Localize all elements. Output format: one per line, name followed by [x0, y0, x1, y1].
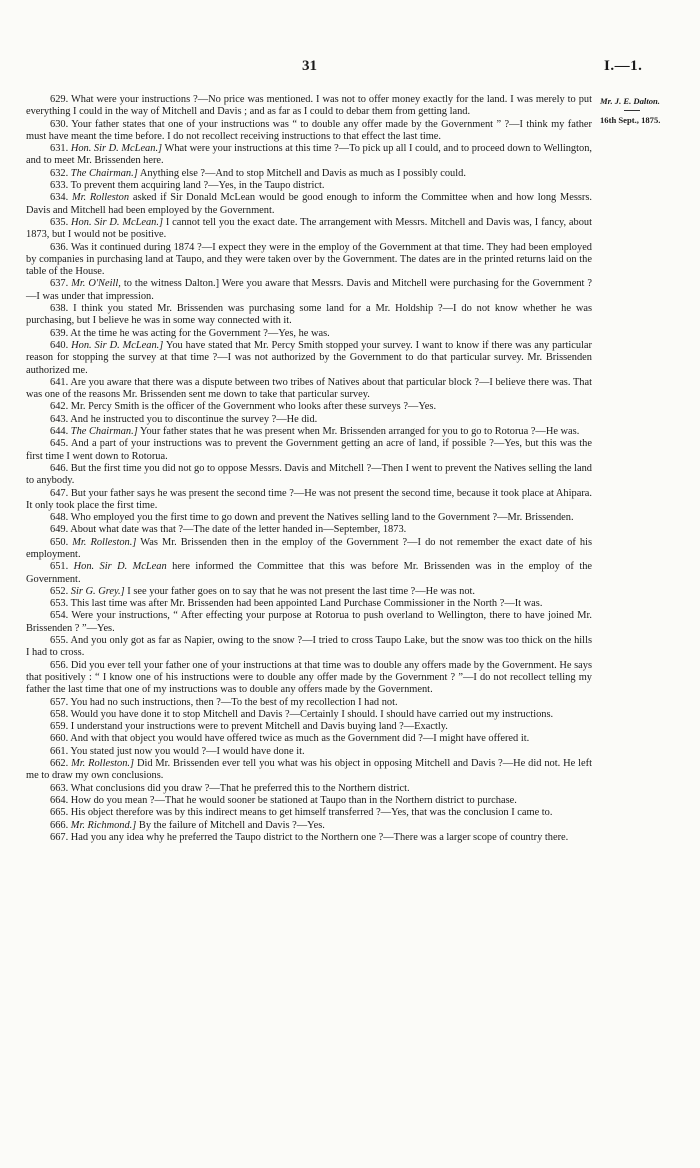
question-paragraph	[26, 192, 592, 217]
question-paragraph	[26, 832, 592, 844]
paragraph-text: This last time was after Mr. Brissenden had been appointed Land Purchase Commissioner in the North ?—It was.	[70, 598, 543, 610]
question-paragraph	[26, 119, 592, 144]
question-paragraph	[26, 328, 592, 340]
question-paragraph	[26, 820, 592, 832]
paragraph-text: And a part of your instructions was to prevent the Government getting an acre of land, if possible ?—Yes, but this was the first time I went down to Rotorua.	[26, 438, 592, 462]
question-number: 659.	[50, 721, 69, 733]
question-number: 661.	[50, 745, 69, 757]
paragraph-text: How do you mean ?—That he would sooner be stationed at Taupo than in the Northern district to purchase.	[70, 794, 517, 806]
question-paragraph	[26, 610, 592, 635]
paragraph-text: here informed the Committee that this was before Mr. Brissenden was in the employ of the Government.	[26, 561, 593, 585]
paragraph-text: Who employed you the first time to go down and prevent the Natives selling land to the Government ?—Mr. Brissenden.	[70, 512, 574, 524]
paragraph-text: Anything else ?—And to stop Mitchell and Davis as much as I possibly could.	[139, 167, 466, 179]
question-paragraph	[26, 561, 592, 586]
question-number: 655.	[50, 635, 69, 647]
speaker-name: The Chairman.]	[70, 167, 138, 179]
question-paragraph	[26, 463, 592, 488]
question-paragraph	[26, 377, 592, 402]
question-paragraph	[26, 721, 592, 733]
margin-note	[600, 95, 700, 126]
question-number: 633.	[50, 180, 69, 192]
question-number: 647.	[50, 487, 69, 499]
question-number: 639.	[50, 327, 69, 339]
question-number: 654.	[50, 610, 69, 622]
paragraph-text: I think you stated Mr. Brissenden was purchasing some land for a Mr. Holdship ?—I do not know whether he was purchasing, but I believe he was in some way connected with it.	[26, 303, 592, 327]
testimony-body	[26, 94, 592, 844]
question-paragraph	[26, 303, 592, 328]
paragraph-text: What were your instructions at this time ?—To pick up all I could, and to proceed down to Wellington, and to meet Mr. Brissenden here.	[26, 143, 592, 167]
paragraph-text: I understand your instructions were to prevent Mitchell and Davis buying land ?—Exactly.	[70, 721, 448, 733]
question-paragraph	[26, 537, 592, 562]
question-number: 634.	[50, 192, 69, 204]
question-number: 667.	[50, 831, 69, 843]
question-number: 656.	[50, 659, 69, 671]
question-paragraph	[26, 488, 592, 513]
question-number: 642.	[50, 401, 69, 413]
paragraph-text: asked if Sir Donald McLean would be good enough to inform the Committee when and how long Messrs. Davis and Mitchell had been employed by the Government.	[26, 192, 593, 216]
paragraph-text: Did Mr. Brissenden ever tell you what was his object in opposing Mitchell and Davis ?—He did not. He left me to draw my own conclusions.	[26, 758, 592, 782]
question-paragraph	[26, 180, 592, 192]
speaker-name: Hon. Sir D. McLean.]	[70, 143, 163, 155]
paragraph-text: What were your instructions ?—No price was mentioned. I was not to offer money exactly for the land. I was merely to put everything I could in the way of Mitchell and Davis ; and as far as I could to debar them from getting land.	[26, 94, 592, 118]
question-paragraph	[26, 795, 592, 807]
question-number: 652.	[50, 585, 69, 597]
paragraph-text: Was Mr. Brissenden then in the employ of the Government ?—I do not remember the exact date of his employment.	[26, 536, 592, 560]
paragraph-text: Your father states that he was present when Mr. Brissenden arranged for you to go to Rotorua ?—He was.	[140, 426, 580, 438]
question-number: 636.	[50, 241, 69, 253]
question-paragraph	[26, 512, 592, 524]
paragraph-text: And with that object you would have offered twice as much as the Government did ?—I might have offered it.	[70, 733, 530, 745]
question-number: 644.	[50, 426, 69, 438]
question-paragraph	[26, 697, 592, 709]
question-number: 646.	[50, 462, 69, 474]
paragraph-text: You stated just now you would ?—I would have done it.	[70, 745, 305, 757]
speaker-name: Hon. Sir D. McLean.]	[71, 216, 164, 228]
paragraph-text: to the witness Dalton.] Were you aware that Messrs. Davis and Mitchell were purchasing for the Government ?—I was under that impression.	[26, 278, 592, 302]
question-paragraph	[26, 758, 592, 783]
question-number: 635.	[50, 216, 69, 228]
margin-rule	[624, 110, 640, 111]
question-number: 643.	[50, 413, 69, 425]
question-number: 632.	[50, 167, 69, 179]
question-paragraph	[26, 733, 592, 745]
document-reference: I.—1.	[604, 58, 643, 74]
question-paragraph	[26, 426, 592, 438]
question-number: 658.	[50, 708, 69, 720]
question-number: 665.	[50, 807, 69, 819]
question-number: 649.	[50, 524, 69, 536]
paragraph-text: Your father states that one of your instructions was “ to double any offer made by the Government ” ?—I think my father must have meant the time before. I do not recollect receiving instructions to that effect the last time.	[26, 118, 592, 142]
paragraph-text: You have stated that Mr. Percy Smith stopped your survey. I want to know if there was any particular reason for stopping the survey at that time ?—I was not authorized by the Government to do that particular survey. Mr. Brissenden authorized me.	[26, 339, 592, 376]
question-paragraph	[26, 524, 592, 536]
page-header	[0, 58, 700, 80]
question-paragraph	[26, 807, 592, 819]
paragraph-text: Mr. Percy Smith is the officer of the Government who looks after these surveys ?—Yes.	[70, 401, 437, 413]
paragraph-text: Did you ever tell your father one of your instructions at that time was to double any offers made by the Government. He says that positively : “ I know one of his instructions were to double any offer made by the Government ? ”—I do not recollect telling my father the last time that one of my instructions was to double any offers made by the Government.	[26, 659, 593, 696]
speaker-name: Mr. Rolleston	[71, 192, 130, 204]
question-paragraph	[26, 438, 592, 463]
question-paragraph	[26, 783, 592, 795]
paragraph-text: What conclusions did you draw ?—That he preferred this to the Northern district.	[70, 782, 410, 794]
question-paragraph	[26, 709, 592, 721]
paragraph-text: To prevent them acquiring land ?—Yes, in the Taupo district.	[70, 180, 325, 192]
speaker-name: Mr. Rolleston.]	[71, 758, 135, 770]
page-number: 31	[302, 58, 317, 74]
speaker-name: Hon. Sir D. McLean	[73, 561, 167, 573]
question-number: 660.	[50, 733, 69, 745]
paragraph-text: Would you have done it to stop Mitchell and Davis ?—Certainly I should. I should have carried out my instructions.	[70, 708, 554, 720]
question-paragraph	[26, 598, 592, 610]
question-number: 651.	[50, 561, 69, 573]
paragraph-text: But your father says he was present the second time ?—He was not present the second time, because it took place at Ahipara. It only took place the first time.	[26, 487, 592, 511]
question-number: 641.	[50, 376, 69, 388]
question-number: 657.	[50, 696, 69, 708]
question-number: 648.	[50, 512, 69, 524]
question-number: 638.	[50, 303, 69, 315]
speaker-name: Sir G. Grey.]	[70, 585, 125, 597]
question-number: 662.	[50, 758, 69, 770]
speaker-name: The Chairman.]	[70, 426, 138, 438]
question-number: 664.	[50, 794, 69, 806]
paragraph-text: About what date was that ?—The date of the letter handed in—September, 1873.	[70, 524, 407, 536]
question-paragraph	[26, 242, 592, 279]
question-paragraph	[26, 278, 592, 303]
paragraph-text: Had you any idea why he preferred the Taupo district to the Northern one ?—There was a larger scope of country there.	[70, 831, 569, 843]
speaker-name: Mr. Rolleston.]	[72, 536, 137, 548]
speaker-name: Mr. Richmond.]	[70, 819, 137, 831]
paragraph-text: At the time he was acting for the Government ?—Yes, he was.	[70, 327, 330, 339]
speaker-name: Mr. O'Neill,	[71, 278, 121, 290]
paragraph-text: Are you aware that there was a dispute between two tribes of Natives about that particular block ?—I believe there was. That was one of the reasons Mr. Brissenden sent me down to take that particular survey.	[26, 376, 592, 401]
question-number: 631.	[50, 143, 69, 155]
question-paragraph	[26, 143, 592, 168]
witness-name: Mr. J. E. Dalton.	[600, 96, 660, 106]
question-paragraph	[26, 635, 592, 660]
speaker-name: Hon. Sir D. McLean.]	[71, 339, 164, 351]
question-paragraph	[26, 401, 592, 413]
question-paragraph	[26, 217, 592, 242]
question-paragraph	[26, 586, 592, 598]
paragraph-text: I see your father goes on to say that he was not present the last time ?—He was not.	[127, 585, 475, 597]
paragraph-text: But the first time you did not go to oppose Messrs. Davis and Mitchell ?—Then I went to prevent the Natives selling the land to anybody.	[26, 462, 592, 487]
paragraph-text: And you only got as far as Napier, owing to the snow ?—I tried to cross Taupo Lake, but the snow was too thick on the hills I had to cross.	[26, 635, 592, 659]
paragraph-text: You had no such instructions, then ?—To the best of my recollection I had not.	[70, 696, 398, 708]
paragraph-text: Was it continued during 1874 ?—I expect they were in the employ of the Government at that time. They had been employed by companies in purchasing land at Taupo, and they were taken over by the Government. The dates are in the printed returns laid on the table of the House.	[26, 241, 592, 278]
question-number: 650.	[50, 536, 69, 548]
testimony-date: 16th Sept., 1875.	[600, 115, 661, 125]
question-paragraph	[26, 660, 592, 697]
question-number: 666.	[50, 819, 69, 831]
question-paragraph	[26, 94, 592, 119]
paragraph-text: By the failure of Mitchell and Davis ?—Yes.	[138, 819, 325, 831]
question-number: 640.	[50, 339, 69, 351]
paragraph-text: And he instructed you to discontinue the survey ?—He did.	[70, 413, 318, 425]
paragraph-text: I cannot tell you the exact date. The arrangement with Messrs. Mitchell and Davis was, I fancy, about 1873, but I would not be positive.	[26, 216, 593, 241]
question-number: 653.	[50, 598, 69, 610]
question-paragraph	[26, 746, 592, 758]
question-number: 629.	[50, 94, 69, 105]
question-number: 637.	[50, 278, 69, 290]
question-number: 630.	[50, 118, 69, 130]
question-paragraph	[26, 340, 592, 377]
question-number: 645.	[50, 438, 69, 450]
question-paragraph	[26, 168, 592, 180]
question-paragraph	[26, 414, 592, 426]
paragraph-text: Were your instructions, “ After effecting your purpose at Rotorua to push overland to Wellington, there to have joined Mr. Brissenden ? ”—Yes.	[26, 610, 592, 634]
question-number: 663.	[50, 782, 69, 794]
paragraph-text: His object therefore was by this indirect means to get himself transferred ?—Yes, that was the conclusion I came to.	[70, 807, 553, 819]
